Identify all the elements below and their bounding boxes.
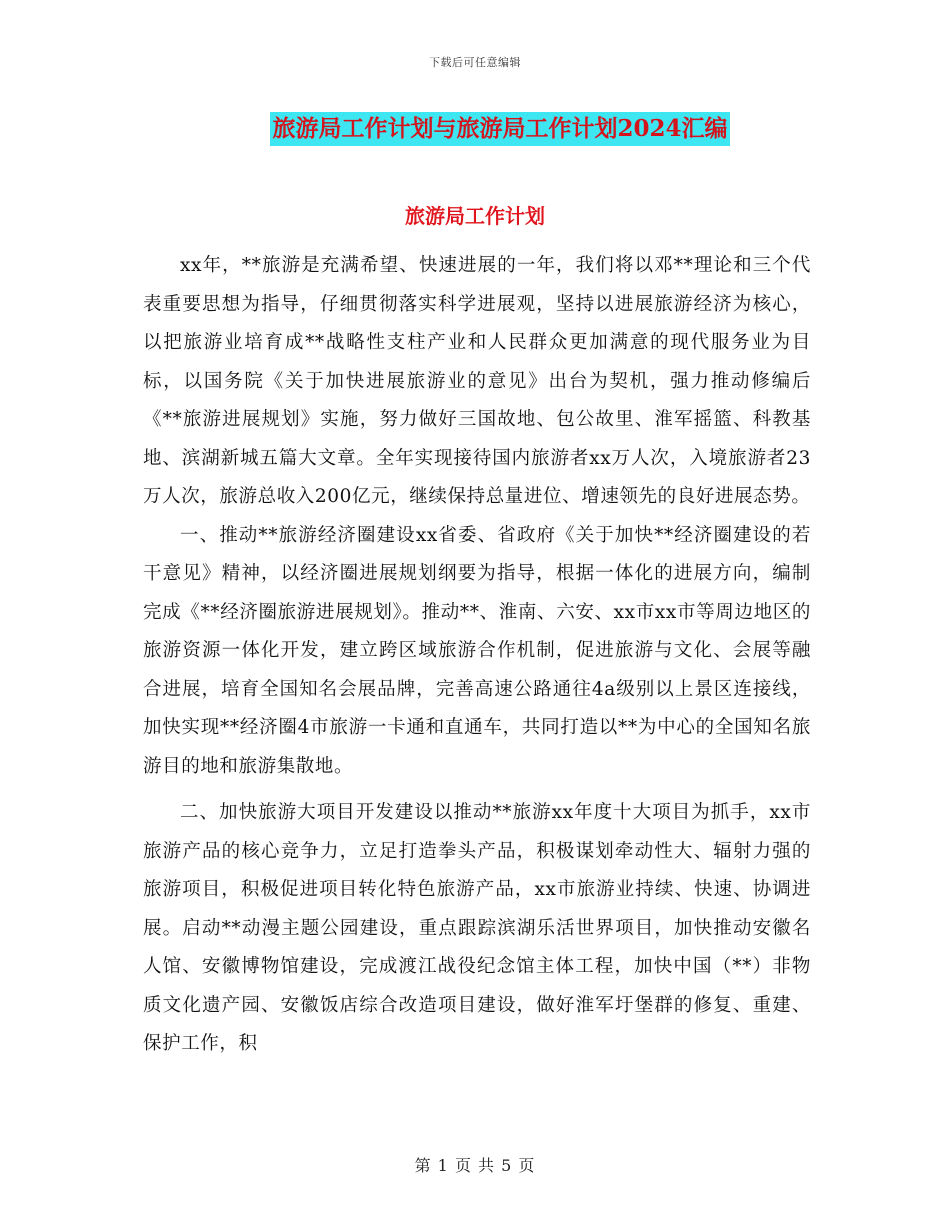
paragraph-item-2: 二、加快旅游大项目开发建设以推动**旅游xx年度十大项目为抓手，xx市旅游产品的核心竞争力，立足打造拳头产品，积极谋划牵动性大、辐射力强的旅游项目，积极促进项目转化特色旅游产品，xx市旅游业持续、快速、协调进展。启动**动漫主题公园建设，重点跟踪滨湖乐活世界项目，加快推动安徽名人馆、安徽博物馆建设，完成渡江战役纪念馆主体工程，加快中国（**）非物质文化遗产园、安徽饭店综合改造项目建设，做好淮军圩堡群的修复、重建、保护工作，积 [143,802,811,1054]
paragraph-intro: xx年，**旅游是充满希望、快速进展的一年，我们将以邓**理论和三个代表重要思想为指导，仔细贯彻落实科学进展观，坚持以进展旅游经济为核心，以把旅游业培育成**战略性支柱产业和人民群众更加满意的现代服务业为目标，以国务院《关于加快进展旅游业的意见》出台为契机，强力推动修编后《**旅游进展规划》实施，努力做好三国故地、包公故里、淮军摇篮、科教基地、滨湖新城五篇大文章。全年实现接待国内旅游者xx万人次，入境旅游者23万人次，旅游总收入200亿元，继续保持总量进位、增速领先的良好进展态势。 [143,255,811,507]
document-body [143,247,811,1064]
section-title: 旅游局工作计划 [405,204,545,228]
main-title-container [0,112,950,146]
document-main-title: 旅游局工作计划与旅游局工作计划2024汇编 [270,112,729,146]
paragraph-item-1: 一、推动**旅游经济圈建设xx省委、省政府《关于加快**经济圈建设的若干意见》精神，以经济圈进展规划纲要为指导，根据一体化的进展方向，编制完成《**经济圈旅游进展规划》。推动**、淮南、六安、xx市xx市等周边地区的旅游资源一体化开发，建立跨区域旅游合作机制，促进旅游与文化、会展等融合进展，培育全国知名会展品牌，完善高速公路通往4a级别以上景区连接线，加快实现**经济圈4市旅游一卡通和直通车，共同打造以**为中心的全国知名旅游目的地和旅游集散地。 [143,524,811,777]
page-header-note: 下载后可任意编辑 [429,56,521,69]
page-number-footer: 第 1 页 共 5 页 [414,1156,536,1175]
